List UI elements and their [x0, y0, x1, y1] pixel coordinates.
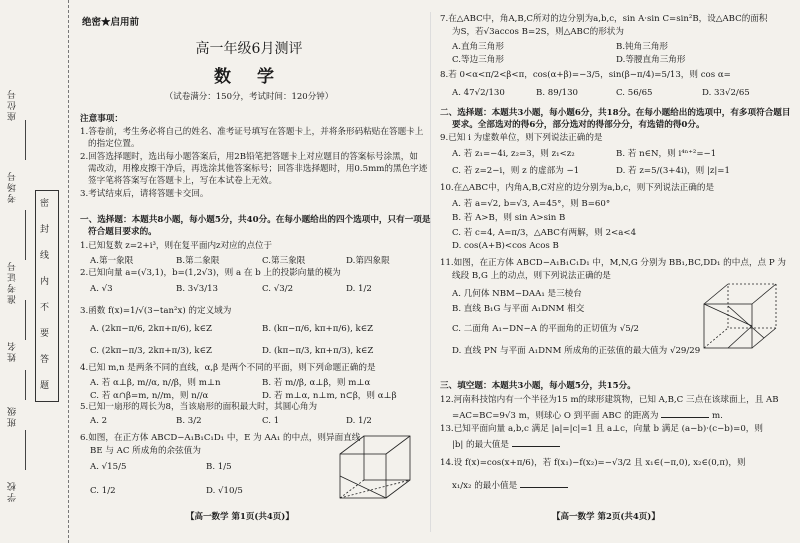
- q14-stem: 14.设 f(x)=cos(x+π/6)，若 f(x₁)−f(x₂)=−√3/2 且 x₁∈(−π,0), x₂∈(0,π)，则: [440, 458, 746, 468]
- note-line: 3.考试结束后，请将答题卡交回。: [80, 189, 209, 199]
- secret-label: 绝密★启用前: [82, 17, 140, 28]
- section-1-heading: 一、选择题：本题共8小题，每小题5分，共40分。在每小题给出的四个选项中，只有一项是: [80, 215, 431, 225]
- q6-option-b: B. 1/5: [206, 462, 232, 472]
- school-label: 学校: [8, 480, 18, 502]
- q8-option-d: D. 33√2/65: [702, 88, 750, 98]
- q5-option-d: D. 1/2: [346, 416, 372, 426]
- q7-option-d: D.等腰直角三角形: [616, 55, 686, 65]
- q4-option-b: B. 若 m//β, α⊥β，则 m⊥α: [262, 378, 371, 388]
- q10-option-c: C. 若 c=4, A=π/3，△ABC有两解，则 2<a<4: [452, 228, 637, 238]
- q10-stem: 10.在△ABC中，内角A,B,C对应的边分别为a,b,c，则下列说法正确的是: [440, 183, 715, 193]
- cube-figure-q11: [698, 278, 782, 352]
- q5-option-a: A. 2: [90, 416, 108, 426]
- q7-option-b: B.钝角三角形: [616, 42, 669, 52]
- q13-text: |b| 的最大值是: [452, 440, 509, 450]
- q6-option-a: A. √15/5: [90, 462, 127, 472]
- q12-stem-cont: [452, 408, 723, 422]
- q8-option-c: C. 56/65: [616, 88, 653, 98]
- q1-option-d: D.第四象限: [346, 256, 390, 266]
- q12-unit: m.: [711, 411, 723, 421]
- binding-strip: [0, 0, 69, 543]
- section-1-heading-cont: 符合题目要求的。: [88, 227, 157, 237]
- q4-option-c: C. 若 α∩β=m, n//m，则 n//α: [90, 391, 209, 401]
- q9-option-b: B. 若 n∈N，则 i⁴ⁿ⁺²=−1: [616, 149, 717, 159]
- note-line: 的指定位置。: [88, 139, 140, 149]
- q1-option-a: A.第一象限: [90, 256, 134, 266]
- section-3-heading: 三、填空题：本题共3小题，每小题5分，共15分。: [440, 381, 636, 391]
- q1-stem: 1.已知复数 z=2+i³，则在复平面内z对应的点位于: [80, 241, 273, 251]
- seat-number-label: 座位号: [8, 88, 18, 121]
- fill-line: [25, 120, 26, 160]
- q3-option-b: B. (kπ−π/6, kπ+π/6), k∈Z: [262, 324, 374, 334]
- q3-stem: 3.函数 f(x)=1/√(3−tan²x) 的定义域为: [80, 306, 232, 316]
- q3-option-c: C. (2kπ−π/3, 2kπ+π/3), k∈Z: [90, 346, 212, 356]
- q9-stem: 9.已知 i 为虚数单位，则下列说法正确的是: [440, 133, 603, 143]
- seal-char: 题: [40, 381, 50, 391]
- section-2-heading-cont: 要求。全部选对的得6分，部分选对的得部分分，有选错的得0分。: [452, 120, 705, 130]
- score-time-line: （试卷满分：150分，考试时间：120分钟）: [164, 92, 334, 102]
- q3-option-d: D. (kπ−π/3, kπ+π/3), k∈Z: [262, 346, 374, 356]
- q6-stem: 6.如图，在正方体 ABCD−A₁B₁C₁D₁ 中，E 为 AA₁ 的中点，则异面直线: [80, 433, 361, 443]
- q14-answer-blank[interactable]: [520, 478, 568, 488]
- q10-option-b: B. 若 A>B，则 sin A>sin B: [452, 213, 566, 223]
- q12-answer-blank[interactable]: [661, 408, 709, 418]
- section-2-heading: 二、选择题：本题共3小题，每小题6分，共18分。在每小题给出的选项中，有多项符合题目: [440, 108, 791, 118]
- q7-stem: 7.在△ABC中，角A,B,C所对的边分别为a,b,c，sin A·sin C=sin²B，设△ABC的面积: [440, 14, 768, 24]
- q2-option-b: B. 3√3/13: [176, 284, 219, 294]
- q1-option-c: C.第三象限: [262, 256, 306, 266]
- q13-answer-blank[interactable]: [512, 437, 560, 447]
- q2-option-c: C. √3/2: [262, 284, 294, 294]
- q7-option-a: A.直角三角形: [452, 42, 504, 52]
- page-1: [76, 0, 431, 543]
- q11-option-a: A. 几何体 NBM−DAA₁ 是三棱台: [452, 289, 582, 299]
- notes-heading: 注意事项：: [80, 114, 123, 124]
- q9-option-a: A. 若 z₁=−4i, z₂=3，则 z₁<z₂: [452, 149, 575, 159]
- q8-option-a: A. 47√2/130: [452, 88, 505, 98]
- q7-option-c: C.等边三角形: [452, 55, 504, 65]
- q10-option-a: A. 若 a=√2, b=√3, A=45°，则 B=60°: [452, 199, 611, 209]
- exam-title: 高一年级6月测评: [195, 41, 303, 57]
- note-line: 1.答卷前，考生务必将自己的姓名、准考证号填写在答题卡上，并将条形码粘贴在答题卡上: [80, 127, 424, 137]
- seal-char: 密: [40, 199, 50, 209]
- q6-stem-cont: BE 与 AC 所成角的余弦值为: [90, 446, 201, 456]
- q11-stem-cont: 线段 B,G 上的动点，则下列说法正确的是: [452, 271, 611, 281]
- q10-option-d: D. cos(A+B)<cos Acos B: [452, 241, 559, 251]
- subject-title: 数 学: [214, 67, 284, 87]
- q11-option-c: C. 二面角 A₁−DN−A 的平面角的正切值为 √5/2: [452, 324, 640, 334]
- q2-option-d: D. 1/2: [346, 284, 372, 294]
- cube-figure: [334, 430, 418, 502]
- page-divider: [430, 12, 431, 532]
- q14-stem-cont: [452, 478, 568, 492]
- seal-char: 要: [40, 329, 50, 339]
- q8-stem: 8.若 0<α<π/2<β<π，cos(α+β)=−3/5，sin(β−π/4)=5/13，则 cos α=: [440, 70, 731, 80]
- fill-line: [25, 300, 26, 340]
- q12-text: =AC=BC=9√3 m，则球心 O 到平面 ABC 的距离为: [452, 411, 659, 421]
- q6-option-d: D. √10/5: [206, 486, 243, 496]
- cube-back-face: [364, 436, 410, 480]
- q2-option-a: A. √3: [90, 284, 113, 294]
- q4-stem: 4.已知 m,n 是两条不同的直线，α,β 是两个不同的平面，则下列命题正确的是: [80, 363, 376, 373]
- q9-option-d: D. 若 z=5/(3+4i)，则 |z|=1: [616, 166, 730, 176]
- fill-line: [25, 210, 26, 260]
- fill-line: [25, 430, 26, 470]
- q11-option-d: D. 直线 PN 与平面 A₁DNM 所成角的正弦值的最大值为 √29/29: [452, 346, 701, 356]
- q4-option-a: A. 若 α⊥β, m//α, n//β，则 m⊥n: [90, 378, 221, 388]
- exam-id-label: 准考证号: [8, 260, 18, 304]
- fill-line: [25, 370, 26, 400]
- q1-option-b: B.第二象限: [176, 256, 220, 266]
- footer-page-1: 【高一数学 第1页(共4页)】: [186, 512, 294, 522]
- q5-option-c: C. 1: [262, 416, 280, 426]
- q11-stem: 11.如图，在正方体 ABCD−A₁B₁C₁D₁ 中，M,N,G 分别为 BB₁,BC,DD₁ 的中点，点 P 为: [440, 258, 786, 268]
- q11-option-b: B. 直线 B₁G 与平面 A₁DNM 相交: [452, 304, 585, 314]
- q9-option-c: C. 若 z=2−i，则 z 的虚部为 −1: [452, 166, 580, 176]
- seal-char: 封: [40, 225, 50, 235]
- q5-option-b: B. 3/2: [176, 416, 202, 426]
- q3-option-a: A. (2kπ−π/6, 2kπ+π/6), k∈Z: [90, 324, 212, 334]
- q13-stem-cont: [452, 437, 560, 451]
- page-2: [440, 0, 792, 543]
- q14-text: x₁/x₂ 的最小值是: [452, 481, 518, 491]
- footer-page-2: 【高一数学 第2页(共4页)】: [552, 512, 660, 522]
- q12-stem: 12.河南科技馆内有一个半径为15 m的球形建筑物，已知 A,B,C 三点在该球面上，且 AB: [440, 395, 779, 405]
- note-line: 2.回答选择题时，选出每小题答案后，用2B铅笔把答题卡上对应题目的答案标号涂黑，如: [80, 152, 418, 162]
- seal-char: 内: [40, 277, 50, 287]
- q5-stem: 5.已知一扇形的周长为8，当该扇形的面积最大时，其圆心角为: [80, 402, 318, 412]
- cube-front-face: [340, 454, 386, 498]
- note-line: 需改动，用橡皮擦干净后，再选涂其他答案标号；回答非选择题时，用0.5mm的黑色字迹: [88, 164, 428, 174]
- q4-option-d: D. 若 m⊥α, n⊥m, n⊂β，则 α⊥β: [262, 391, 397, 401]
- q8-option-b: B. 89/130: [536, 88, 579, 98]
- seal-char: 线: [40, 251, 50, 261]
- name-label: 姓名: [8, 340, 18, 362]
- q13-stem: 13.已知平面向量 a,b,c 满足 |a|=|c|=1 且 a⊥c，向量 b 满足 (a−b)·(c−b)=0，则: [440, 424, 763, 434]
- seal-char: 答: [40, 355, 50, 365]
- class-label: 班级: [8, 405, 18, 427]
- room-number-label: 考场号: [8, 170, 18, 203]
- seal-char: 不: [40, 303, 50, 313]
- q7-stem-cont: 为S，若√3accos B=2S，则△ABC的形状为: [452, 27, 624, 37]
- q2-stem: 2.已知向量 a=(√3,1)，b=(1,2√3)，则 a 在 b 上的投影向量的模为: [80, 268, 341, 278]
- note-line: 签字笔将答案写在答题卡上，写在本试卷上无效。: [88, 176, 278, 186]
- q6-option-c: C. 1/2: [90, 486, 116, 496]
